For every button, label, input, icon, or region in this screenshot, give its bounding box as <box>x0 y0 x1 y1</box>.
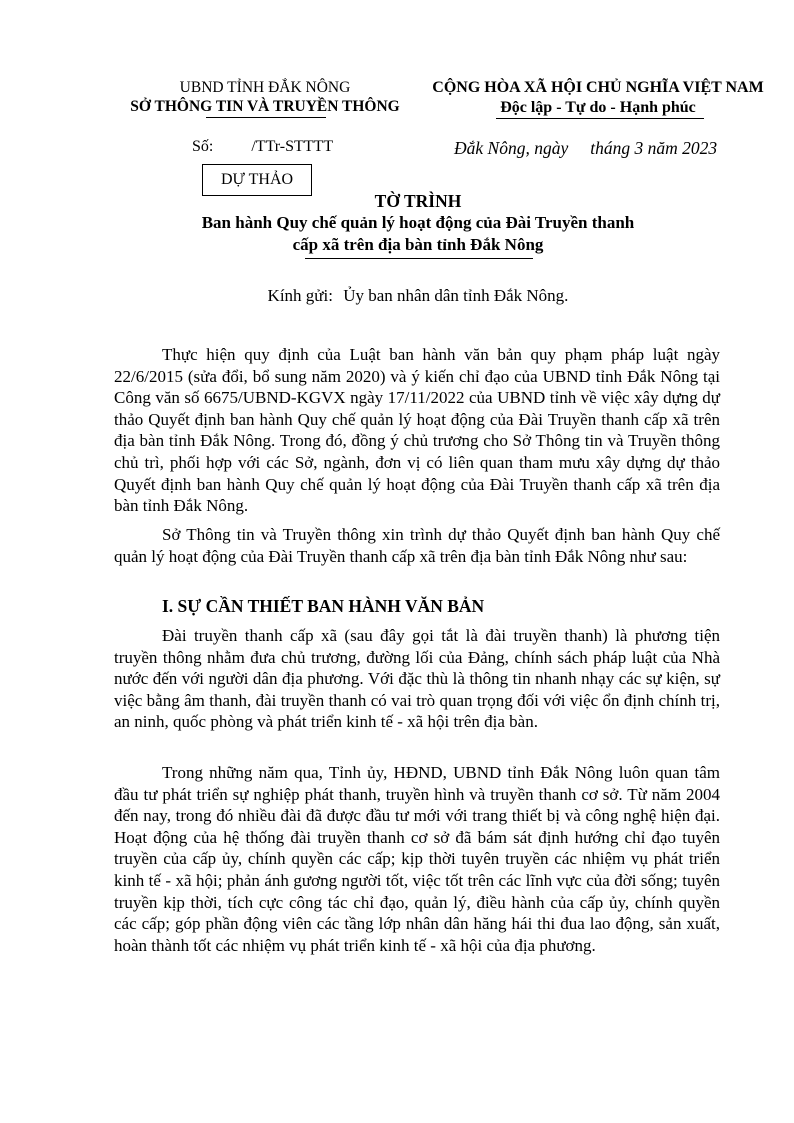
paragraph-2: Sở Thông tin và Truyền thông xin trình dự thảo Quyết định ban hành Quy chế quản lý hoạt động của Đài Truyền thanh cấp xã trên địa bàn tỉnh Đắk Nông như sau: <box>114 525 720 566</box>
recipient-value: Ủy ban nhân dân tỉnh Đắk Nông. <box>343 286 569 305</box>
document-subtitle <box>100 212 736 256</box>
recipient <box>100 286 736 306</box>
section-heading-1: I. SỰ CẦN THIẾT BAN HÀNH VĂN BẢN <box>162 596 485 616</box>
paragraph-3: Đài truyền thanh cấp xã (sau đây gọi tắt là đài truyền thanh) là phương tiện truyền thông nhằm đưa chủ trương, đường lối của Đảng, chính sách pháp luật của Nhà nước đến với người dân địa phương. Với đặc thù là thông tin nhanh nhạy các sự kiện, sự việc bằng âm thanh, đài truyền thanh có vai trò quan trọng đối với việc ổn định chính trị, an ninh, quốc phòng và phát triển kinh tế - xã hội trên địa bàn. <box>114 626 720 732</box>
subtitle-line-1: Ban hành Quy chế quản lý hoạt động của Đài Truyền thanh <box>201 213 635 232</box>
issuing-agency <box>110 78 420 116</box>
document-date <box>454 138 717 159</box>
subtitle-line-2: cấp xã trên địa bàn tỉnh Đắk Nông <box>292 235 544 254</box>
date-place: Đắk Nông, ngày <box>454 138 569 158</box>
paragraph-4: Trong những năm qua, Tỉnh ủy, HĐND, UBND tỉnh Đắk Nông luôn quan tâm đầu tư phát triển sự nghiệp phát thanh, truyền hình và truyền thanh cơ sở. Từ năm 2004 đến nay, trong đó nhiều đài đã được đầu tư mới với trang thiết bị và công nghệ hiện đại. Hoạt động của hệ thống đài truyền thanh cơ sở đã bám sát định hướng chỉ đạo tuyên truyền của cấp ủy, chính quyền các cấp; kịp thời tuyên truyền các nhiệm vụ phát triển kinh tế - xã hội; phản ánh gương người tốt, việc tốt trên các lĩnh vực của đời sống; tuyên truyền kịp thời, tích cực công tác chỉ đạo, quản lý, điều hành của cấp ủy, chính quyền các cấp; góp phần động viên các tầng lớp nhân dân hăng hái thi đua lao động, sản xuất, hoàn thành tốt các nhiệm vụ phát triển kinh tế - xã hội của địa phương. <box>114 763 720 955</box>
document-number-label: Số: <box>192 138 214 155</box>
motto: Độc lập - Tự do - Hạnh phúc <box>500 99 696 116</box>
paragraph-1: Thực hiện quy định của Luật ban hành văn bản quy phạm pháp luật ngày 22/6/2015 (sửa đổi, bổ sung năm 2020) và ý kiến chỉ đạo của UBND tỉnh Đắk Nông tại Công văn số 6675/UBND-KGVX ngày 17/11/2022 của UBND tỉnh về việc xây dựng dự thảo Quyết định ban hành Quy chế quản lý hoạt động của Đài Truyền thanh cấp xã trên địa bàn tỉnh Đắk Nông. Trong đó, đồng ý chủ trương cho Sở Thông tin và Truyền thông chủ trì, phối hợp với các Sở, ngành, đơn vị có liên quan tham mưu xây dựng dự thảo Quyết định ban hành Quy chế quản lý hoạt động của Đài Truyền thanh cấp xã trên địa bàn tỉnh Đắk Nông. <box>114 345 720 516</box>
agency-underline <box>206 117 326 118</box>
document-number <box>192 138 333 156</box>
country-name: CỘNG HÒA XÃ HỘI CHỦ NGHĨA VIỆT NAM <box>432 79 764 96</box>
title-underline <box>305 258 533 259</box>
date-rest: tháng 3 năm 2023 <box>590 138 718 158</box>
agency-parent: UBND TỈNH ĐẮK NÔNG <box>179 79 351 96</box>
motto-underline <box>496 118 704 119</box>
document-title: TỜ TRÌNH <box>374 191 462 211</box>
national-title <box>418 78 778 118</box>
document-number-value: /TTr-STTTT <box>251 138 334 155</box>
recipient-label: Kính gửi: <box>267 286 333 305</box>
draft-stamp: DỰ THẢO <box>202 164 312 196</box>
agency-name: SỞ THÔNG TIN VÀ TRUYỀN THÔNG <box>130 98 400 115</box>
